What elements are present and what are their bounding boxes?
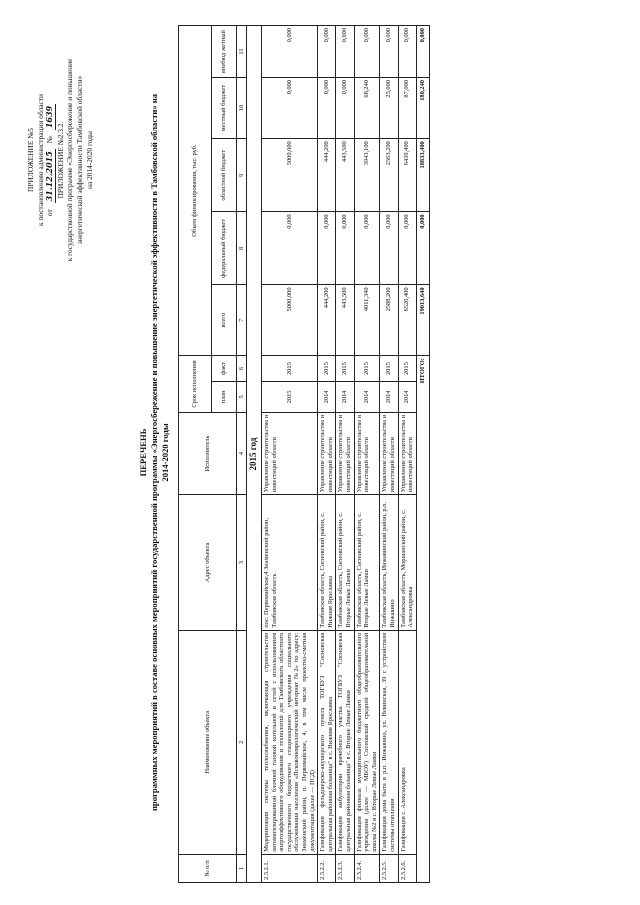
row-federal: 0,000 <box>354 212 380 285</box>
totals-label: ИТОГО: <box>416 356 429 883</box>
totals-federal: 0,000 <box>416 212 429 285</box>
row-address: Тамбовская область, Инжавинский район, р.п. Инжавино <box>380 495 398 631</box>
row-address: пос. Первомайское,4 Знаменский район, Тамбовская область <box>262 495 318 631</box>
row-plan: 2014 <box>354 382 380 413</box>
row-regional: 444,200 <box>318 139 336 212</box>
row-local: 0,000 <box>336 78 354 139</box>
resolution-prefix: к постановлению администрации области <box>35 93 45 227</box>
document-subtitle: программных мероприятий в составе основных мероприятий государственной программы «Энергосбережение и повышение энергетической эффективности в Тамбовской области» на 2014-2020 годы <box>149 93 170 812</box>
header-executor: Исполнитель <box>179 412 237 495</box>
row-plan: 2014 <box>398 382 416 413</box>
row-federal: 0,000 <box>336 212 354 285</box>
row-extra: 0,000 <box>262 26 318 78</box>
header-extra: внебюд жетный <box>212 26 237 78</box>
row-regional: 5000,000 <box>262 139 318 212</box>
row-executor: Управление строительства и инвестиций области <box>380 412 398 495</box>
row-plan: 2015 <box>262 382 318 413</box>
column-number: 3 <box>237 495 247 631</box>
column-numbers-row <box>237 26 247 883</box>
column-number: 11 <box>237 26 247 78</box>
row-extra: 0,000 <box>318 26 336 78</box>
row-executor: Управление строительства и инвестиций области <box>398 412 416 495</box>
row-fact: 2015 <box>354 356 380 382</box>
row-num: 2.3.2.1. <box>262 854 318 882</box>
row-total: 6526,400 <box>398 285 416 356</box>
table-row <box>380 26 398 883</box>
row-name: Модернизация системы теплоснабжения, включающая строительство автоматизированной блочной газовой котельной и сетей с использованием энергоэффективного оборудования и технологий для Тамбовского областного государственного бюджетного стационарного учреждения социального обслуживания населения «Псковоневрологический интернат №2» по адресу: Знаменский район, п. Первомайское, 4, в том числе проектно-сметная документация (далее — ПСД) <box>262 630 318 854</box>
row-total: 4011,340 <box>354 285 380 356</box>
table-row <box>336 26 354 883</box>
row-extra: 0,000 <box>354 26 380 78</box>
row-federal: 0,000 <box>380 212 398 285</box>
row-num: 2.3.2.4. <box>354 854 380 882</box>
row-plan: 2014 <box>380 382 398 413</box>
totals-total: 19013,640 <box>416 285 429 356</box>
column-number: 1 <box>237 854 247 882</box>
row-local: 0,000 <box>262 78 318 139</box>
table-row <box>398 26 416 883</box>
row-name: Газификация филиала муниципального бюджетного общеобразовательного учреждения (далее — МБОУ) Сосновской средней общеобразовательной школы №2 в с. Вторые Левые Ламки <box>354 630 380 854</box>
header-local: местный бюджет <box>212 78 237 139</box>
row-fact: 2015 <box>380 356 398 382</box>
row-executor: Управление строительства и инвестиций области <box>336 412 354 495</box>
row-extra: 0,000 <box>336 26 354 78</box>
row-name: Газификация с. Александровка <box>398 630 416 854</box>
resolution-date: 31.12.2015 <box>44 151 55 202</box>
row-federal: 0,000 <box>398 212 416 285</box>
row-address: Тамбовская область, Моршанский район, с. Александровка <box>398 495 416 631</box>
header-num: № п/п <box>179 854 237 882</box>
header-address: Адрес объекта <box>179 495 237 631</box>
totals-extra: 0,000 <box>416 26 429 78</box>
appendix-sub: ПРИЛОЖЕНИЕ №2.3.2. <box>55 121 65 199</box>
row-regional: 443,500 <box>336 139 354 212</box>
row-local: 25,000 <box>380 78 398 139</box>
row-regional: 3943,100 <box>354 139 380 212</box>
resolution-details <box>45 35 56 285</box>
row-extra: 0,000 <box>380 26 398 78</box>
header-funding: Объем финансирования, тыс. руб. <box>179 26 212 356</box>
header-row-1 <box>179 26 212 883</box>
column-number: 8 <box>237 212 247 285</box>
document-title: ПЕРЕЧЕНЬ <box>138 428 148 477</box>
row-executor: Управление строительства и инвестиций области <box>318 412 336 495</box>
totals-regional: 18833,400 <box>416 139 429 212</box>
header-name: Наименование объекта <box>179 630 237 854</box>
header-fact: факт <box>212 356 237 382</box>
resolution-number: 1639 <box>44 105 55 129</box>
row-plan: 2014 <box>318 382 336 413</box>
row-address: Тамбовская область, Сосновский район, с. Вторые Левые Ламки <box>354 495 380 631</box>
row-federal: 0,000 <box>262 212 318 285</box>
column-number: 6 <box>237 356 247 382</box>
header-regional: областной бюджет <box>212 139 237 212</box>
program-line-2: энергетической эффективности Тамбовской области» <box>74 75 84 245</box>
header-term: Срок исполнения <box>179 356 212 413</box>
column-number: 2 <box>237 630 247 854</box>
measures-table <box>178 25 430 883</box>
column-number: 7 <box>237 285 247 356</box>
row-extra: 0,000 <box>398 26 416 78</box>
row-fact: 2015 <box>336 356 354 382</box>
year-label: 2015 год <box>247 26 262 883</box>
column-number: 9 <box>237 139 247 212</box>
appendix-top: ПРИЛОЖЕНИЕ №5 <box>26 128 35 192</box>
column-number: 5 <box>237 382 247 413</box>
row-total: 5000,000 <box>262 285 318 356</box>
table-row <box>354 26 380 883</box>
totals-local: 180,240 <box>416 78 429 139</box>
totals-row <box>416 26 429 883</box>
row-fact: 2015 <box>262 356 318 382</box>
table-row <box>262 26 318 883</box>
row-local: 68,240 <box>354 78 380 139</box>
row-name: Газификация амбулатории врачебного участка ТОГБУЗ "Сосновская центральная районная больница" в с. Вторые Левые Ламки <box>336 630 354 854</box>
column-number: 4 <box>237 412 247 495</box>
row-total: 443,500 <box>336 285 354 356</box>
row-num: 2.3.2.6. <box>398 854 416 882</box>
row-total: 2588,200 <box>380 285 398 356</box>
resolution-from: от <box>45 209 55 217</box>
year-row <box>247 26 262 883</box>
row-plan: 2014 <box>336 382 354 413</box>
resolution-no-label: № <box>45 136 55 144</box>
row-fact: 2015 <box>398 356 416 382</box>
row-num: 2.3.2.2. <box>318 854 336 882</box>
row-num: 2.3.2.3. <box>336 854 354 882</box>
program-line-1: к государственной программе «Энергосбережение и повышение <box>65 58 75 262</box>
row-regional: 2563,200 <box>380 139 398 212</box>
row-local: 87,000 <box>398 78 416 139</box>
row-name: Газификация фельдшерско-акушерского пункта ТОГБУЗ "Сосновская центральная районная больница" в с. Нижняя Ярославка <box>318 630 336 854</box>
program-line-3: на 2014-2020 годы <box>84 131 94 190</box>
row-name: Газификация дома быта в р.п. Инжавино, ул. Невинская, 39 с устройством системы отопления <box>380 630 398 854</box>
row-address: Тамбовская область, Сосновский район, с. Нижняя Ярославка <box>318 495 336 631</box>
row-local: 0,000 <box>318 78 336 139</box>
row-total: 444,200 <box>318 285 336 356</box>
row-address: Тамбовская область, Сосновский район, с. Вторые Левые Ламки <box>336 495 354 631</box>
header-total: всего <box>212 285 237 356</box>
document-header <box>26 35 94 285</box>
row-executor: Управление строительства и инвестиций области <box>262 412 318 495</box>
row-federal: 0,000 <box>318 212 336 285</box>
row-executor: Управление строительства и инвестиций области <box>354 412 380 495</box>
column-number: 10 <box>237 78 247 139</box>
row-regional: 6439,400 <box>398 139 416 212</box>
header-federal: федеральный бюджет <box>212 212 237 285</box>
row-num: 2.3.2.5. <box>380 854 398 882</box>
table-row <box>318 26 336 883</box>
row-fact: 2015 <box>318 356 336 382</box>
header-plan: план <box>212 382 237 413</box>
